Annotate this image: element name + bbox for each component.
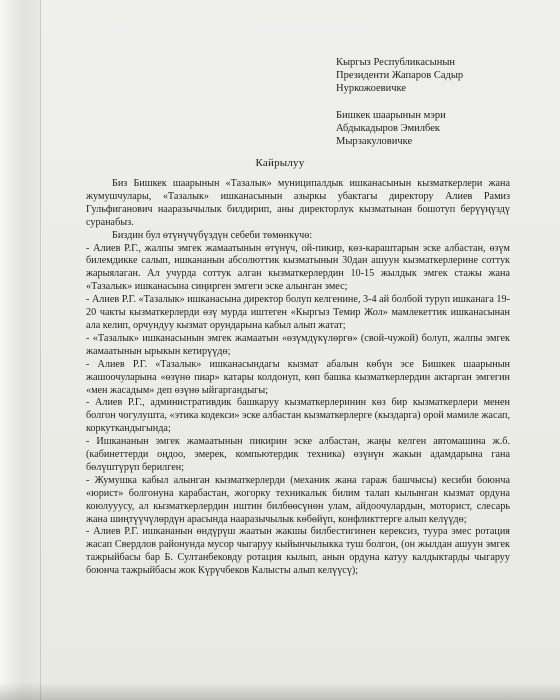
body-paragraph: - Алиев Р.Г., жалпы эмгек жамаатынын өтүнүч, ой-пикир, көз-караштарын эске албастан, өзүм билемдикке салып, ишкананын абсолюттик кызматынын 30дан ашуун кызматкерлерине соттук жарыялаган. Ал учурда соттук алган кызматкерлердин 10-15 жылдык эмгек стажы жана «Тазалык» ишканасына сиңирген эмгеги эске алынган эмес; bbox=[86, 242, 510, 293]
addressee-line: Нуркожоевичке bbox=[336, 83, 407, 94]
addressee-mayor bbox=[336, 109, 536, 148]
body-paragraph: - Алиев Р.Г. «Тазалык» ишканасындагы кызмат абалын көбүн эсе Бишкек шаарынын жашоочуларына «өзүнө пиар» катары колдонуп, көп башка кызматкерлердин актарган эмгегин «мен жасадым» деп өзүнө ыйгаргандыгы; bbox=[86, 358, 510, 396]
body-paragraph: - Ишкананын эмгек жамаатынын пикирин эске албастан, жаңы келген автомашина ж.б. (кабинеттерди оңдоо, эмерек, компьютердик техника) өзүнүн жакын адамдарына гана бөлүштүрүп берилген; bbox=[86, 436, 510, 473]
addressee-line: Абдыкадыров Эмилбек bbox=[336, 123, 441, 134]
addressee-line: Президенти Жапаров Садыр bbox=[336, 70, 464, 81]
document-body bbox=[86, 178, 510, 578]
body-paragraph: - «Тазалык» ишканасынын эмгек жамаатын «өзүмдүкүлөргө» (свой-чужой) болуп, жалпы эмгек жамаатынын ырыкын кетирүүдө; bbox=[86, 332, 510, 357]
addressee-line: Мырзакуловичке bbox=[336, 136, 413, 147]
body-paragraph: - Алиев Р.Г. «Тазалык» ишканасына директор болуп келгенине, 3-4 ай болбой туруп ишканага 19-20 чакты кызматкерлерди өзү мурда иштеген «Кыргыз Темир Жол» мамлекеттик ишканасынан ала келип, орчундуу кызмат орундарына кабыл алып жатат; bbox=[86, 294, 510, 331]
document-title: Кайрылуу bbox=[255, 157, 305, 169]
addressee-president bbox=[336, 56, 536, 95]
page-shadow bbox=[0, 682, 560, 700]
addressee-line: Бишкек шаарынын мэри bbox=[336, 110, 446, 121]
addressee-line: Кыргыз Республикасынын bbox=[336, 57, 456, 68]
body-paragraph: Биз Бишкек шаарынын «Тазалык» муниципалдык ишканасынын кызматкерлери жана жумушчулары, «Тазалык» ишканасынын азыркы убактагы директору Алиев Рамиз Гульфиганович нааразычылык билдирип, аны директорлук кызматынан бошотуп берүүңүздү суранабыз. bbox=[86, 178, 510, 228]
body-paragraph: Биздин бул өтүнүчүбүздүн себеби төмөнкүчө: bbox=[112, 229, 313, 241]
body-paragraph: - Жумушка кабыл алынган кызматкерлерди (механик жана гараж башчысы) кесиби боюнча «юрист» болгонуна карабастан, жогорку техникалык билим талап кылынган кызмат ордуна коюлууусу, ал кызматкерлердин иштин билбөөсүнөн улам, айдоочулардын, моторист, слесарь жана шиңтүүчүлөрдүн арасында нааразычылык көбөйүп, конфликттерге алып келүүдө; bbox=[86, 474, 510, 525]
body-paragraph: - Алиев Р.Г. ишкананын өндүрүш жаатын жакшы билбестигинен керексиз, туура эмес ротация жасап Свердлов районунда мусор чыгаруу кыйынчылыкка туш болгон, (он жылдан ашуун эмгек тажрыйбасы бар Б. Султанбековду ротация кылып, анын ордуна катуу калдыктарды чыгаруу боюнча тажрыйбасы жок Күрүчбеков Калысты алып келүүсү); bbox=[86, 526, 510, 577]
addressee-block bbox=[336, 56, 536, 148]
page-edge-fold bbox=[0, 0, 41, 700]
body-paragraph: - Алиев Р.Г., административдик башкаруу кызматкерлеринин көз бир кызматкерлери менен болгон чогулушта, «этика кодекси» эске албастан кызматкерлерге (кыздарга) орой мамиле жасап, коркуткандыгында; bbox=[86, 397, 510, 435]
